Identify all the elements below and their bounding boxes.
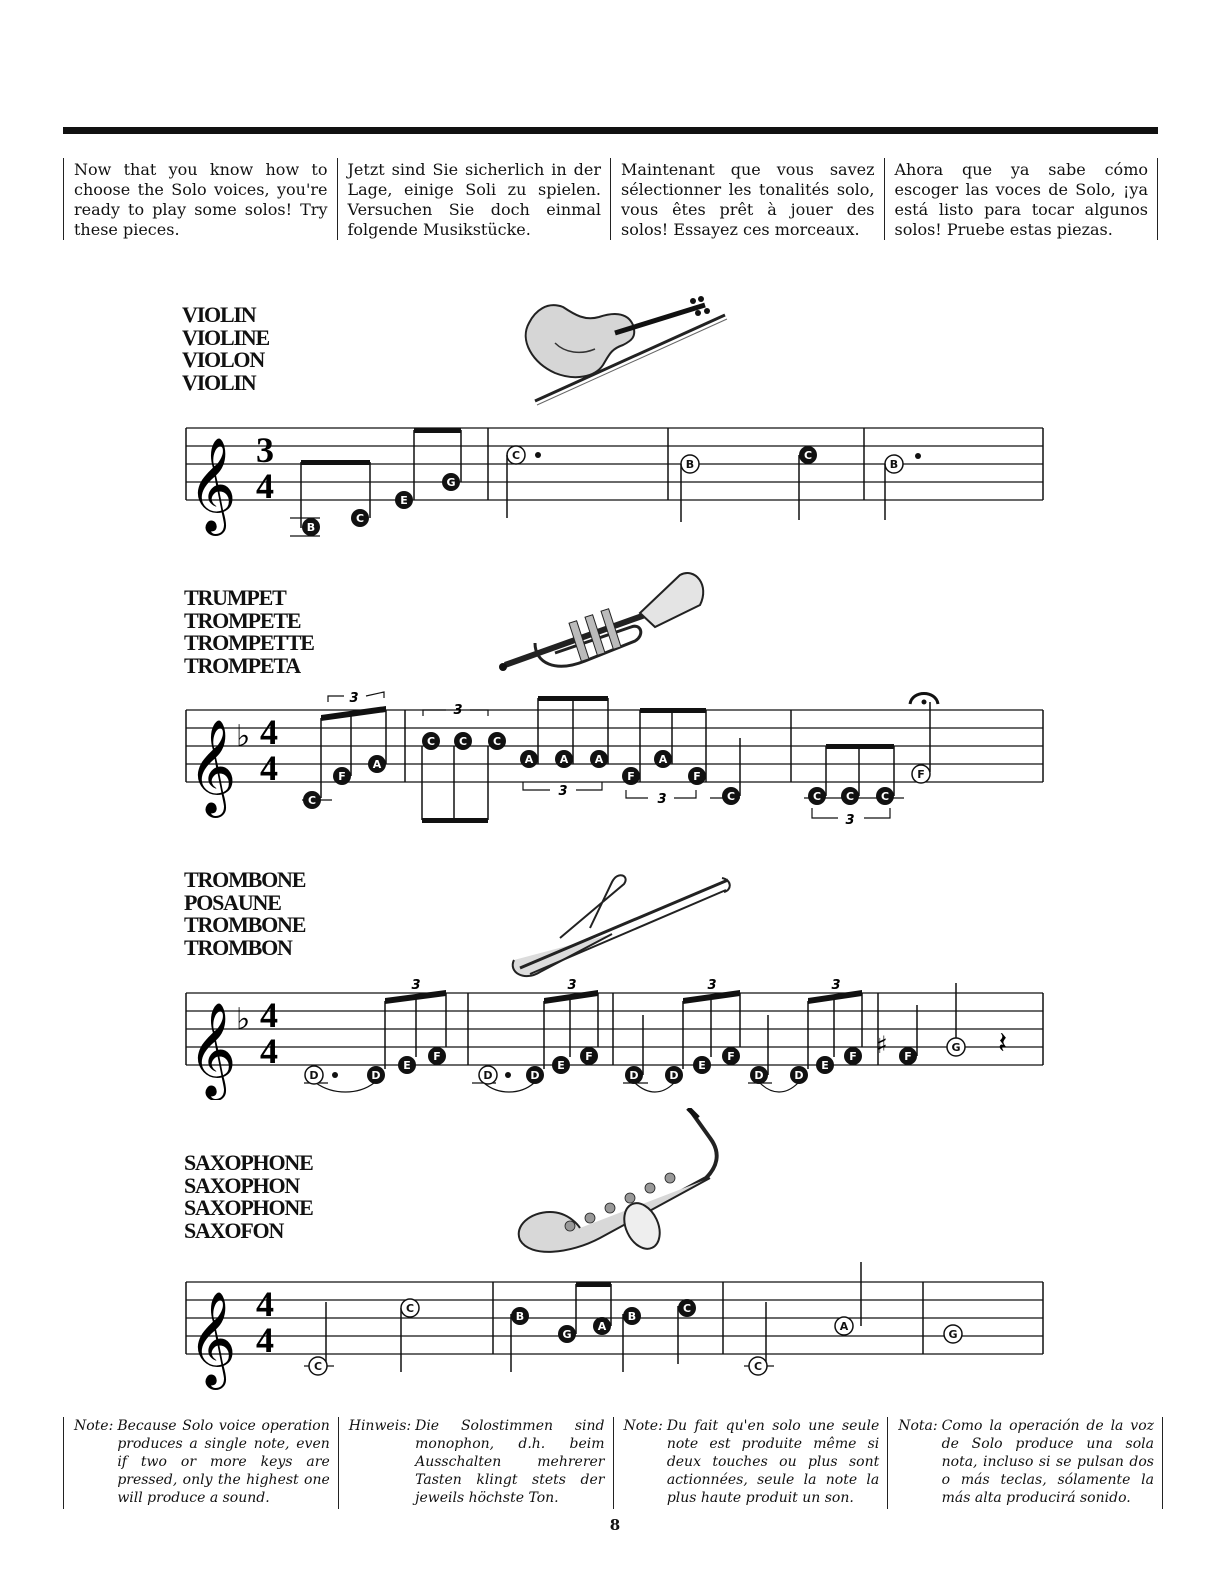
- footnote-columns: [63, 1417, 1163, 1509]
- note-d: [750, 1015, 768, 1084]
- saxophone-title-fr: SAXOPHONE: [184, 1195, 313, 1220]
- note-c: [876, 787, 894, 805]
- svg-text:E: E: [403, 1059, 411, 1072]
- footnote-text: Because Solo voice operation produces a single note, even if two or more keys are pressed, only the highest one will produce a sound.: [117, 1418, 330, 1506]
- note-a: [593, 1317, 611, 1335]
- saxophone-title-en: SAXOPHONE: [184, 1150, 313, 1175]
- svg-text:B: B: [515, 1310, 525, 1323]
- svg-text:A: A: [559, 753, 569, 766]
- trombone-title: [184, 869, 305, 959]
- svg-text:G: G: [951, 1041, 961, 1054]
- note-d: [367, 1066, 385, 1084]
- svg-text:F: F: [693, 770, 701, 783]
- intro-german: Jetzt sind Sie sicherlich in der Lage, einige Soli zu spielen. Versuchen Sie doch einmal folgende Musikstücke.: [337, 158, 611, 240]
- note-g: [944, 1325, 962, 1343]
- note-c: [841, 787, 859, 805]
- note-b: [302, 518, 320, 536]
- saxophone-title-de: SAXOPHON: [184, 1172, 300, 1198]
- triplet-mark: 3: [558, 784, 568, 799]
- note-d: [665, 1066, 683, 1084]
- trumpet-title-en: TRUMPET: [184, 585, 286, 610]
- svg-text:F: F: [849, 1050, 857, 1063]
- saxophone-title-es: SAXOFON: [184, 1217, 284, 1243]
- treble-clef: 𝄞: [188, 1002, 237, 1097]
- note-c: [454, 732, 472, 750]
- note-b: [681, 455, 699, 522]
- treble-clef: 𝄞: [188, 437, 237, 532]
- svg-text:F: F: [585, 1050, 593, 1063]
- note-c: [808, 787, 826, 805]
- triplet-mark: 3: [845, 813, 855, 828]
- trumpet-staff: [178, 690, 1048, 830]
- intro-french: Maintenant que vous savez sélectionner les tonalités solo, vous êtes prêt à jouer des solos! Essayez ces morceaux.: [610, 158, 884, 240]
- note-c: [722, 787, 740, 805]
- violin-staff: [178, 410, 1048, 545]
- intro-columns: [63, 158, 1158, 240]
- note-b: [511, 1307, 529, 1325]
- trombone-title-fr: TROMBONE: [184, 912, 306, 937]
- note-d: [479, 1066, 511, 1084]
- svg-text:C: C: [511, 449, 521, 462]
- svg-text:A: A: [597, 1320, 607, 1333]
- note-a: [835, 1317, 853, 1335]
- svg-text:F: F: [904, 1050, 912, 1063]
- violin-title-en: VIOLIN: [182, 302, 256, 327]
- svg-text:C: C: [313, 1360, 323, 1373]
- note-a: [590, 750, 608, 768]
- footnote-spanish: [887, 1417, 1163, 1509]
- svg-text:E: E: [821, 1059, 829, 1072]
- svg-text:A: A: [594, 753, 604, 766]
- svg-text:G: G: [446, 476, 456, 489]
- triplet-mark: 3: [411, 978, 421, 993]
- trombone-title-en: TROMBONE: [184, 867, 306, 892]
- svg-text:C: C: [682, 1302, 692, 1315]
- svg-text:A: A: [372, 758, 382, 771]
- footnote-label: Note:: [74, 1418, 114, 1434]
- triplet-mark: 3: [707, 978, 717, 993]
- svg-text:C: C: [753, 1360, 763, 1373]
- footnote-text: Du fait qu'en solo une seule note est produite même si deux touches ou plus sont actionnées, seule la note la plus haute produit un son.: [666, 1418, 880, 1506]
- time-sig-bottom: 4: [256, 1320, 274, 1360]
- note-a: [654, 750, 672, 768]
- note-c: [351, 509, 369, 527]
- violin-title-de: VIOLINE: [182, 324, 269, 350]
- note-g: [947, 1038, 965, 1056]
- treble-clef: 𝄞: [188, 1291, 237, 1386]
- intro-spanish: Ahora que ya sabe cómo escoger las voces de Solo, ¡ya está listo para tocar algunos solos! Pruebe estas piezas.: [884, 158, 1159, 240]
- footnote-label: Hinweis:: [348, 1418, 412, 1434]
- quarter-rest: 𝄽: [998, 1026, 1008, 1061]
- svg-text:C: C: [726, 790, 736, 803]
- note-c: [401, 1299, 419, 1317]
- note-c: [749, 1357, 767, 1375]
- note-b: [623, 1307, 641, 1325]
- sharp-sign: ♯: [876, 1031, 888, 1059]
- note-c: [678, 1299, 696, 1317]
- note-f: [844, 1047, 862, 1065]
- trumpet-title-es: TROMPETA: [184, 652, 300, 678]
- svg-text:F: F: [917, 768, 925, 781]
- violin-title-fr: VIOLON: [182, 347, 265, 372]
- svg-text:C: C: [458, 735, 468, 748]
- svg-text:F: F: [338, 770, 346, 783]
- time-sig-top: 4: [256, 1284, 274, 1324]
- note-b: [885, 453, 921, 520]
- violin-illustration: [515, 293, 730, 418]
- svg-text:A: A: [658, 753, 668, 766]
- trumpet-title-de: TROMPETE: [184, 607, 301, 633]
- note-e: [693, 1056, 711, 1074]
- svg-text:C: C: [307, 794, 317, 807]
- note-c: [799, 446, 817, 520]
- triplet-mark: 3: [567, 978, 577, 993]
- trumpet-title: [184, 587, 314, 677]
- note-a: [520, 750, 538, 768]
- note-f-sharp: [899, 1005, 917, 1065]
- svg-text:C: C: [880, 790, 890, 803]
- time-sig-top: 4: [260, 712, 278, 752]
- triplet-mark: 3: [657, 792, 667, 807]
- svg-text:B: B: [685, 458, 695, 471]
- note-a: [555, 750, 573, 768]
- page-number: 8: [609, 1516, 621, 1534]
- svg-text:D: D: [530, 1069, 540, 1082]
- svg-text:G: G: [948, 1328, 958, 1341]
- trombone-title-es: TROMBON: [184, 934, 292, 960]
- note-g: [558, 1325, 576, 1343]
- note-f: [688, 767, 706, 785]
- note-g: [442, 473, 460, 491]
- note-f: [428, 1047, 446, 1065]
- note-c: [309, 1357, 327, 1375]
- svg-text:D: D: [629, 1069, 639, 1082]
- footnote-german: [338, 1417, 613, 1509]
- svg-text:D: D: [371, 1069, 381, 1082]
- footnote-text: Como la operación de la voz de Solo produce una sola nota, incluso si se pulsan dos o más teclas, sólamente la más alta producirá sonido.: [941, 1418, 1154, 1506]
- note-d: [790, 1066, 808, 1084]
- treble-clef: 𝄞: [188, 719, 237, 814]
- violin-title-es: VIOLIN: [182, 369, 256, 395]
- time-sig-top: 3: [256, 430, 274, 470]
- footnote-french: [613, 1417, 888, 1509]
- saxophone-title: [184, 1152, 313, 1242]
- note-f: [333, 767, 351, 785]
- footnote-label: Nota:: [898, 1418, 938, 1434]
- note-c: [303, 791, 321, 809]
- note-d: [305, 1066, 338, 1084]
- svg-text:D: D: [754, 1069, 764, 1082]
- note-d: [526, 1066, 544, 1084]
- triplet-mark: 3: [453, 703, 463, 718]
- svg-text:D: D: [669, 1069, 679, 1082]
- svg-text:F: F: [627, 770, 635, 783]
- saxophone-staff-lines: [186, 1282, 1043, 1354]
- footnote-label: Note:: [623, 1418, 663, 1434]
- trombone-illustration: [500, 868, 735, 988]
- note-a: [368, 755, 386, 773]
- svg-text:C: C: [426, 735, 436, 748]
- svg-text:C: C: [845, 790, 855, 803]
- saxophone-staff: [178, 1262, 1048, 1392]
- svg-text:D: D: [309, 1069, 319, 1082]
- svg-text:C: C: [492, 735, 502, 748]
- saxophone-illustration: [510, 1108, 735, 1268]
- trumpet-title-fr: TROMPETTE: [184, 630, 314, 655]
- triplet-mark: 3: [831, 978, 841, 993]
- svg-text:C: C: [803, 449, 813, 462]
- time-sig-bottom: 4: [256, 466, 274, 506]
- time-sig-bottom: 4: [260, 748, 278, 788]
- svg-text:E: E: [698, 1059, 706, 1072]
- note-f: [912, 765, 930, 783]
- note-f: [722, 1047, 740, 1065]
- svg-text:B: B: [889, 458, 899, 471]
- flat-sign: ♭: [236, 1002, 251, 1037]
- svg-text:B: B: [627, 1310, 637, 1323]
- violin-title: [182, 304, 269, 394]
- note-c: [422, 732, 440, 750]
- note-e: [552, 1056, 570, 1074]
- note-f: [622, 767, 640, 785]
- note-e: [398, 1056, 416, 1074]
- svg-text:A: A: [524, 753, 534, 766]
- trombone-title-de: POSAUNE: [184, 889, 281, 915]
- svg-text:B: B: [306, 521, 316, 534]
- footnote-english: [63, 1417, 338, 1509]
- triplet-mark: 3: [349, 691, 359, 706]
- svg-text:C: C: [812, 790, 822, 803]
- svg-text:E: E: [557, 1059, 565, 1072]
- svg-text:C: C: [405, 1302, 415, 1315]
- flat-sign: ♭: [236, 719, 251, 754]
- svg-text:E: E: [400, 494, 408, 507]
- intro-english: Now that you know how to choose the Solo voices, you're ready to play some solos! Try these pieces.: [63, 158, 337, 240]
- svg-text:C: C: [355, 512, 365, 525]
- note-e: [816, 1056, 834, 1074]
- svg-text:F: F: [433, 1050, 441, 1063]
- top-rule: [63, 127, 1158, 134]
- svg-text:G: G: [562, 1328, 572, 1341]
- time-sig-bottom: 4: [260, 1031, 278, 1071]
- note-c: [488, 732, 506, 750]
- svg-text:F: F: [727, 1050, 735, 1063]
- time-sig-top: 4: [260, 995, 278, 1035]
- trumpet-illustration: [495, 565, 720, 685]
- note-d: [625, 1015, 643, 1084]
- svg-text:D: D: [483, 1069, 493, 1082]
- svg-text:D: D: [794, 1069, 804, 1082]
- svg-text:A: A: [839, 1320, 849, 1333]
- note-f: [580, 1047, 598, 1065]
- note-e: [395, 491, 413, 509]
- footnote-text: Die Solostimmen sind monophon, d.h. beim Ausschalten mehrerer Tasten klingt stets der jeweils höchste Ton.: [415, 1418, 605, 1506]
- trombone-staff: [178, 975, 1048, 1100]
